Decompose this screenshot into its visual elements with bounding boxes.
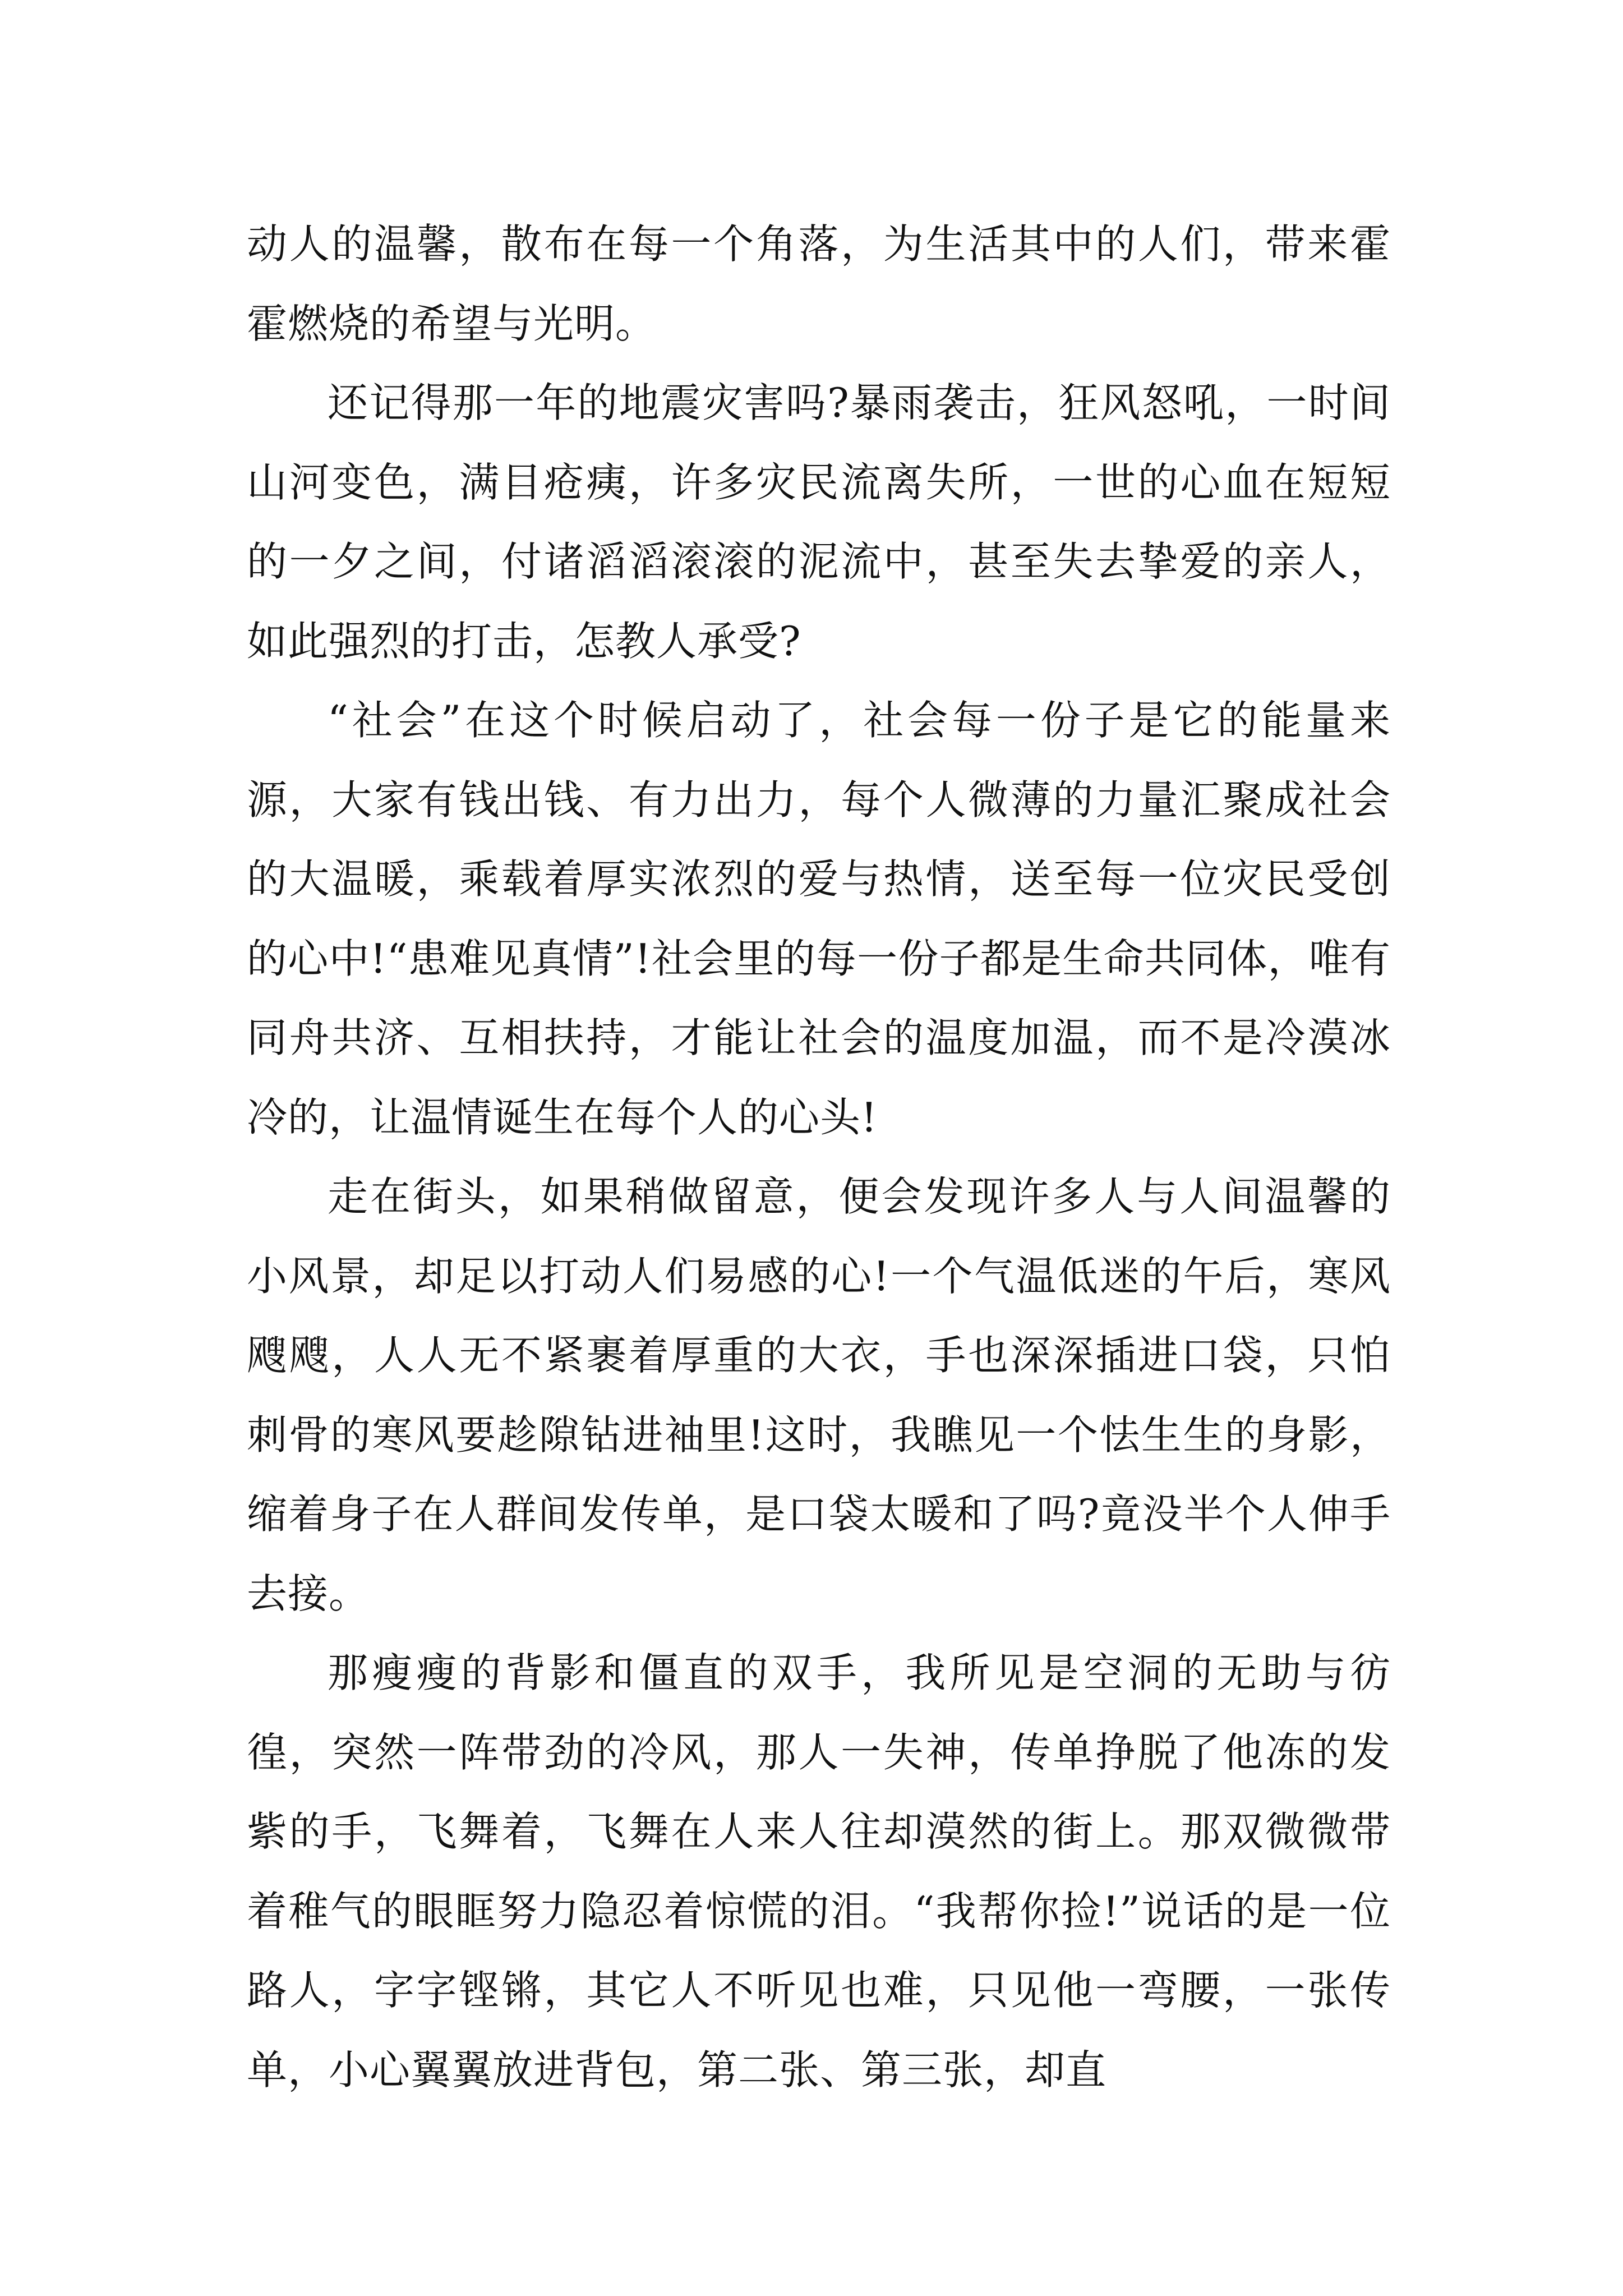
paragraph-5: 那瘦瘦的背影和僵直的双手，我所见是空洞的无助与彷徨，突然一阵带劲的冷风，那人一失神，传单挣脱了他冻的发紫的手，飞舞着，飞舞在人来人往却漠然的街上。那双微微带着稚气的眼眶努力隐忍着惊慌的泪。“我帮你捡!”说话的是一位路人，字字铿锵，其它人不听见也难，只见他一弯腰，一张传单，小心翼翼放进背包，第二张、第三张，却直: [247, 1649, 1391, 2093]
paragraph-4: 走在街头，如果稍做留意，便会发现许多人与人间温馨的小风景，却足以打动人们易感的心!一个气温低迷的午后，寒风飕飕，人人无不紧裹着厚重的大衣，手也深深插进口袋，只怕刺骨的寒风要趁隙钻进袖里!这时，我瞧见一个怯生生的身影，缩着身子在人群间发传单，是口袋太暖和了吗?竟没半个人伸手去接。: [247, 1173, 1391, 1617]
paragraph-1: 动人的温馨，散布在每一个角落，为生活其中的人们，带来霍霍燃烧的希望与光明。: [247, 220, 1391, 347]
paragraph-3: “社会”在这个时候启动了，社会每一份子是它的能量来源，大家有钱出钱、有力出力，每个人微薄的力量汇聚成社会的大温暖，乘载着厚实浓烈的爱与热情，送至每一位灾民受创的心中!“患难见真情”!社会里的每一份子都是生命共同体，唯有同舟共济、互相扶持，才能让社会的温度加温，而不是冷漠冰冷的，让温情诞生在每个人的心头!: [247, 697, 1391, 1141]
document-body: [247, 205, 1391, 2110]
paragraph-2: 还记得那一年的地震灾害吗?暴雨袭击，狂风怒吼，一时间山河变色，满目疮痍，许多灾民流离失所，一世的心血在短短的一夕之间，付诸滔滔滚滚的泥流中，甚至失去挚爱的亲人，如此强烈的打击，怎教人承受?: [247, 379, 1391, 665]
